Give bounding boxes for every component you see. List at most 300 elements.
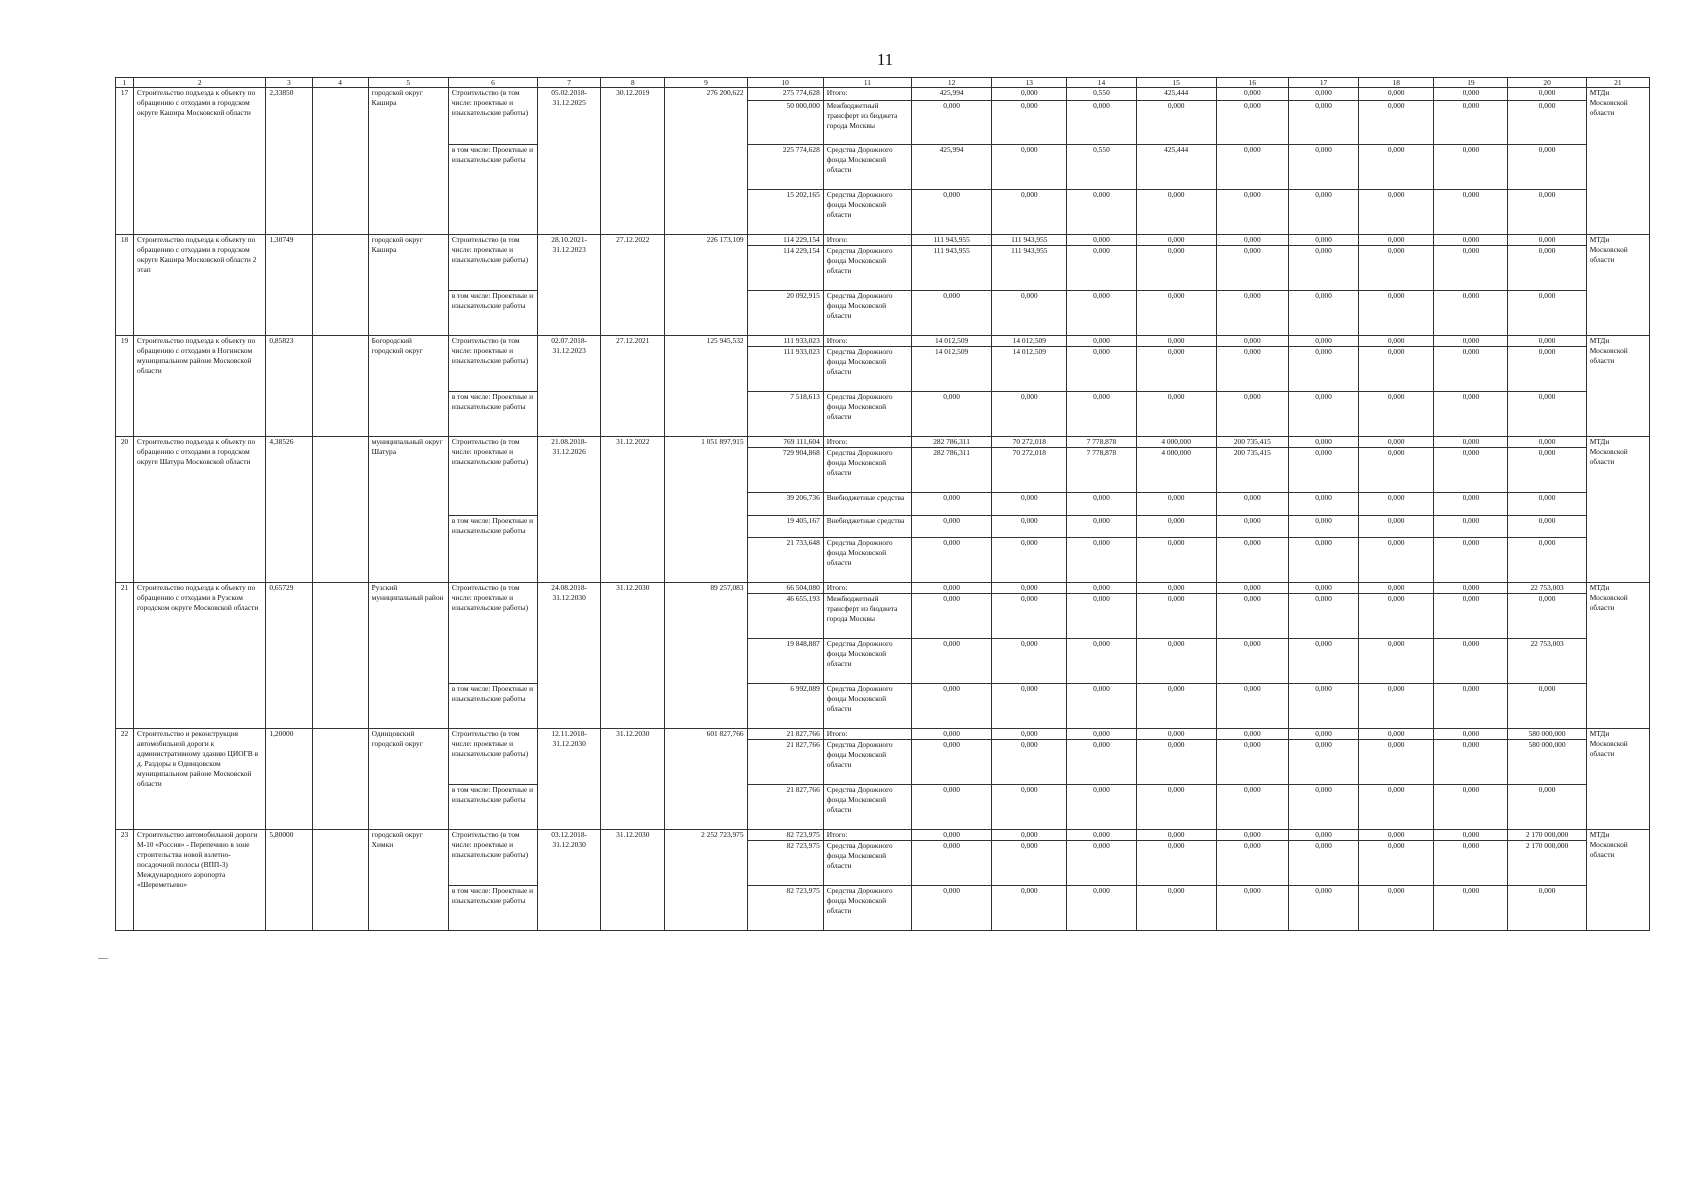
- year-value-19: 0,000: [1434, 190, 1508, 235]
- year-value-19: 0,000: [1434, 740, 1508, 785]
- year-value-16: 0,000: [1216, 246, 1288, 291]
- column-4-value: [312, 583, 368, 729]
- year-value-12: 0,000: [911, 639, 991, 684]
- table-row: [116, 235, 1650, 246]
- length-value: 2,33850: [266, 88, 312, 235]
- table-row: [116, 88, 1650, 101]
- year-value-17: 0,000: [1288, 785, 1358, 830]
- year-value-16: 0,000: [1216, 190, 1288, 235]
- completion-date: 31.12.2030: [601, 729, 665, 830]
- year-value-17: 0,000: [1288, 101, 1358, 145]
- total-cost: 125 945,532: [665, 336, 747, 437]
- year-value-18: 0,000: [1359, 347, 1434, 392]
- year-value-15: 0,000: [1136, 516, 1216, 538]
- row-number: 17: [116, 88, 134, 235]
- total-cost: 89 257,083: [665, 583, 747, 729]
- funding-source: Итого:: [823, 336, 911, 347]
- year-value-20: 0,000: [1508, 684, 1586, 729]
- year-value-16: 0,000: [1216, 347, 1288, 392]
- territory-name: Богородский городской округ: [368, 336, 448, 437]
- year-value-17: 0,000: [1288, 145, 1358, 190]
- completion-date: 30.12.2019: [601, 88, 665, 235]
- year-value-18: 0,000: [1359, 437, 1434, 448]
- column-number-1: 1: [116, 78, 134, 88]
- work-period: 05.02.2018- 31.12.2025: [538, 88, 601, 235]
- year-value-18: 0,000: [1359, 886, 1434, 931]
- project-name: Строительство подъезда к объекту по обращению с отходами в городском округе Кашира Московской области: [134, 88, 266, 235]
- funding-source: Средства Дорожного фонда Московской области: [823, 785, 911, 830]
- year-value-20: 2 170 000,000: [1508, 841, 1586, 886]
- column-number-5: 5: [368, 78, 448, 88]
- year-value-13: 111 943,955: [992, 235, 1067, 246]
- year-value-12: 0,000: [911, 101, 991, 145]
- funding-source: Средства Дорожного фонда Московской области: [823, 538, 911, 583]
- column-number-2: 2: [134, 78, 266, 88]
- work-subtype: в том числе: Проектные и изыскательские работы: [448, 291, 537, 336]
- column-number-15: 15: [1136, 78, 1216, 88]
- funding-source: Средства Дорожного фонда Московской области: [823, 190, 911, 235]
- year-value-18: 0,000: [1359, 392, 1434, 437]
- length-value: 4,38526: [266, 437, 312, 583]
- territory-name: Одинцовский городской округ: [368, 729, 448, 830]
- year-value-17: 0,000: [1288, 493, 1358, 516]
- year-value-14: 0,000: [1067, 830, 1136, 841]
- year-value-20: 0,000: [1508, 594, 1586, 639]
- year-value-13: 0,000: [992, 88, 1067, 101]
- year-value-16: 0,000: [1216, 538, 1288, 583]
- year-value-18: 0,000: [1359, 594, 1434, 639]
- year-value-13: 0,000: [992, 392, 1067, 437]
- year-value-20: 0,000: [1508, 886, 1586, 931]
- work-type: Строительство (в том числе: проектные и изыскательские работы): [448, 336, 537, 392]
- executor-name: МТДи Московской области: [1586, 830, 1649, 931]
- funding-source: Итого:: [823, 583, 911, 594]
- funding-amount: 46 655,193: [747, 594, 823, 639]
- year-value-13: 0,000: [992, 729, 1067, 740]
- project-name: Строительство подъезда к объекту по обращению с отходами в Рузском городском округе Московской области: [134, 583, 266, 729]
- funding-source: Итого:: [823, 437, 911, 448]
- work-subtype: в том числе: Проектные и изыскательские работы: [448, 516, 537, 583]
- column-4-value: [312, 88, 368, 235]
- year-value-19: 0,000: [1434, 336, 1508, 347]
- year-value-19: 0,000: [1434, 145, 1508, 190]
- year-value-12: 0,000: [911, 583, 991, 594]
- column-4-value: [312, 235, 368, 336]
- row-number: 21: [116, 583, 134, 729]
- completion-date: 27.12.2021: [601, 336, 665, 437]
- year-value-18: 0,000: [1359, 583, 1434, 594]
- year-value-15: 0,000: [1136, 101, 1216, 145]
- year-value-17: 0,000: [1288, 886, 1358, 931]
- year-value-13: 0,000: [992, 785, 1067, 830]
- year-value-17: 0,000: [1288, 729, 1358, 740]
- year-value-18: 0,000: [1359, 235, 1434, 246]
- year-value-15: 0,000: [1136, 639, 1216, 684]
- year-value-20: 0,000: [1508, 347, 1586, 392]
- table-row: [116, 437, 1650, 448]
- year-value-12: 111 943,955: [911, 246, 991, 291]
- funding-amount: 39 206,736: [747, 493, 823, 516]
- funding-source: Средства Дорожного фонда Московской области: [823, 246, 911, 291]
- year-value-20: 0,000: [1508, 235, 1586, 246]
- table-row: [116, 583, 1650, 594]
- year-value-20: 0,000: [1508, 101, 1586, 145]
- column-number-7: 7: [538, 78, 601, 88]
- year-value-19: 0,000: [1434, 729, 1508, 740]
- project-name: Строительство подъезда к объекту по обращению с отходами в городском округе Кашира Московской области 2 этап: [134, 235, 266, 336]
- page-number: 11: [876, 50, 894, 69]
- year-value-14: 0,000: [1067, 190, 1136, 235]
- funding-amount: 111 933,023: [747, 336, 823, 347]
- year-value-20: 0,000: [1508, 190, 1586, 235]
- year-value-12: 425,994: [911, 88, 991, 101]
- year-value-14: 0,000: [1067, 291, 1136, 336]
- funding-source: Средства Дорожного фонда Московской области: [823, 886, 911, 931]
- year-value-20: 0,000: [1508, 437, 1586, 448]
- year-value-13: 0,000: [992, 583, 1067, 594]
- funding-amount: 82 723,975: [747, 830, 823, 841]
- funding-source: Средства Дорожного фонда Московской области: [823, 740, 911, 785]
- funding-source: Средства Дорожного фонда Московской области: [823, 145, 911, 190]
- year-value-16: 0,000: [1216, 88, 1288, 101]
- year-value-16: 0,000: [1216, 785, 1288, 830]
- year-value-17: 0,000: [1288, 392, 1358, 437]
- year-value-15: 0,000: [1136, 830, 1216, 841]
- year-value-19: 0,000: [1434, 246, 1508, 291]
- year-value-15: 0,000: [1136, 841, 1216, 886]
- year-value-12: 0,000: [911, 841, 991, 886]
- year-value-20: 0,000: [1508, 246, 1586, 291]
- year-value-20: 0,000: [1508, 493, 1586, 516]
- year-value-16: 0,000: [1216, 841, 1288, 886]
- length-value: 0,85823: [266, 336, 312, 437]
- year-value-14: 0,000: [1067, 538, 1136, 583]
- column-4-value: [312, 830, 368, 931]
- year-value-20: 580 000,000: [1508, 740, 1586, 785]
- year-value-15: 0,000: [1136, 729, 1216, 740]
- work-period: 28.10.2021- 31.12.2023: [538, 235, 601, 336]
- year-value-12: 0,000: [911, 392, 991, 437]
- year-value-19: 0,000: [1434, 516, 1508, 538]
- year-value-13: 0,000: [992, 516, 1067, 538]
- year-value-16: 0,000: [1216, 639, 1288, 684]
- year-value-14: 0,000: [1067, 740, 1136, 785]
- year-value-16: 0,000: [1216, 291, 1288, 336]
- year-value-20: 0,000: [1508, 291, 1586, 336]
- column-4-value: [312, 437, 368, 583]
- year-value-16: 0,000: [1216, 101, 1288, 145]
- year-value-16: 0,000: [1216, 684, 1288, 729]
- work-subtype: в том числе: Проектные и изыскательские работы: [448, 684, 537, 729]
- year-value-18: 0,000: [1359, 516, 1434, 538]
- year-value-13: 0,000: [992, 684, 1067, 729]
- year-value-17: 0,000: [1288, 538, 1358, 583]
- funding-amount: 82 723,975: [747, 886, 823, 931]
- year-value-18: 0,000: [1359, 740, 1434, 785]
- year-value-16: 0,000: [1216, 583, 1288, 594]
- year-value-14: 0,000: [1067, 235, 1136, 246]
- funding-amount: 6 992,089: [747, 684, 823, 729]
- row-number: 23: [116, 830, 134, 931]
- funding-source: Итого:: [823, 88, 911, 101]
- year-value-17: 0,000: [1288, 291, 1358, 336]
- length-value: 5,80000: [266, 830, 312, 931]
- year-value-17: 0,000: [1288, 830, 1358, 841]
- work-subtype: в том числе: Проектные и изыскательские работы: [448, 392, 537, 437]
- year-value-13: 0,000: [992, 291, 1067, 336]
- completion-date: 31.12.2030: [601, 583, 665, 729]
- funding-amount: 21 827,766: [747, 740, 823, 785]
- year-value-20: 0,000: [1508, 145, 1586, 190]
- year-value-12: 0,000: [911, 538, 991, 583]
- year-value-12: 0,000: [911, 493, 991, 516]
- year-value-15: 0,000: [1136, 538, 1216, 583]
- year-value-15: 0,000: [1136, 594, 1216, 639]
- funding-amount: 21 733,648: [747, 538, 823, 583]
- year-value-17: 0,000: [1288, 740, 1358, 785]
- year-value-13: 111 943,955: [992, 246, 1067, 291]
- funding-amount: 21 827,766: [747, 729, 823, 740]
- year-value-12: 111 943,955: [911, 235, 991, 246]
- year-value-16: 0,000: [1216, 493, 1288, 516]
- year-value-15: 0,000: [1136, 347, 1216, 392]
- year-value-20: 2 170 000,000: [1508, 830, 1586, 841]
- margin-mark: [98, 958, 108, 959]
- column-number-19: 19: [1434, 78, 1508, 88]
- column-number-11: 11: [823, 78, 911, 88]
- year-value-12: 0,000: [911, 740, 991, 785]
- work-type: Строительство (в том числе: проектные и изыскательские работы): [448, 235, 537, 291]
- year-value-17: 0,000: [1288, 841, 1358, 886]
- column-4-value: [312, 336, 368, 437]
- work-subtype: в том числе: Проектные и изыскательские работы: [448, 886, 537, 931]
- year-value-14: 0,000: [1067, 583, 1136, 594]
- year-value-18: 0,000: [1359, 101, 1434, 145]
- year-value-13: 0,000: [992, 639, 1067, 684]
- year-value-17: 0,000: [1288, 594, 1358, 639]
- year-value-18: 0,000: [1359, 145, 1434, 190]
- funding-source: Средства Дорожного фонда Московской области: [823, 684, 911, 729]
- year-value-12: 0,000: [911, 516, 991, 538]
- column-number-9: 9: [665, 78, 747, 88]
- year-value-20: 0,000: [1508, 448, 1586, 493]
- year-value-20: 0,000: [1508, 336, 1586, 347]
- year-value-16: 0,000: [1216, 392, 1288, 437]
- year-value-13: 70 272,018: [992, 437, 1067, 448]
- year-value-20: 0,000: [1508, 785, 1586, 830]
- year-value-12: 0,000: [911, 785, 991, 830]
- table-row: [116, 729, 1650, 740]
- year-value-15: 0,000: [1136, 336, 1216, 347]
- executor-name: МТДи Московской области: [1586, 88, 1649, 235]
- funding-source: Итого:: [823, 235, 911, 246]
- year-value-19: 0,000: [1434, 235, 1508, 246]
- year-value-15: 0,000: [1136, 740, 1216, 785]
- year-value-20: 22 753,003: [1508, 583, 1586, 594]
- funding-amount: 50 000,000: [747, 101, 823, 145]
- executor-name: МТДи Московской области: [1586, 437, 1649, 583]
- total-cost: 1 051 897,915: [665, 437, 747, 583]
- year-value-18: 0,000: [1359, 639, 1434, 684]
- year-value-19: 0,000: [1434, 538, 1508, 583]
- work-period: 03.12.2018- 31.12.2030: [538, 830, 601, 931]
- funding-source: Средства Дорожного фонда Московской области: [823, 347, 911, 392]
- year-value-12: 0,000: [911, 190, 991, 235]
- year-value-20: 0,000: [1508, 516, 1586, 538]
- year-value-17: 0,000: [1288, 235, 1358, 246]
- funding-source: Средства Дорожного фонда Московской области: [823, 639, 911, 684]
- year-value-19: 0,000: [1434, 437, 1508, 448]
- year-value-13: 0,000: [992, 538, 1067, 583]
- year-value-19: 0,000: [1434, 785, 1508, 830]
- year-value-19: 0,000: [1434, 392, 1508, 437]
- year-value-13: 0,000: [992, 493, 1067, 516]
- work-subtype: в том числе: Проектные и изыскательские работы: [448, 785, 537, 830]
- funding-source: Средства Дорожного фонда Московской области: [823, 841, 911, 886]
- year-value-19: 0,000: [1434, 639, 1508, 684]
- year-value-16: 200 735,415: [1216, 448, 1288, 493]
- year-value-14: 0,000: [1067, 729, 1136, 740]
- year-value-13: 0,000: [992, 830, 1067, 841]
- year-value-16: 0,000: [1216, 336, 1288, 347]
- total-cost: 2 252 723,975: [665, 830, 747, 931]
- column-number-12: 12: [911, 78, 991, 88]
- column-number-row: [116, 78, 1650, 88]
- year-value-18: 0,000: [1359, 493, 1434, 516]
- year-value-16: 0,000: [1216, 235, 1288, 246]
- work-period: 21.08.2018- 31.12.2026: [538, 437, 601, 583]
- year-value-12: 14 012,509: [911, 347, 991, 392]
- territory-name: городской округ Кашира: [368, 88, 448, 235]
- funding-amount: 114 229,154: [747, 246, 823, 291]
- funding-amount: 769 111,604: [747, 437, 823, 448]
- executor-name: МТДи Московской области: [1586, 336, 1649, 437]
- executor-name: МТДи Московской области: [1586, 583, 1649, 729]
- year-value-19: 0,000: [1434, 886, 1508, 931]
- funding-amount: 15 202,165: [747, 190, 823, 235]
- column-number-8: 8: [601, 78, 665, 88]
- year-value-19: 0,000: [1434, 684, 1508, 729]
- year-value-16: 0,000: [1216, 729, 1288, 740]
- table-row: [116, 830, 1650, 841]
- column-number-16: 16: [1216, 78, 1288, 88]
- year-value-15: 0,000: [1136, 235, 1216, 246]
- column-number-20: 20: [1508, 78, 1586, 88]
- year-value-13: 0,000: [992, 841, 1067, 886]
- column-number-17: 17: [1288, 78, 1358, 88]
- year-value-19: 0,000: [1434, 88, 1508, 101]
- year-value-20: 580 000,000: [1508, 729, 1586, 740]
- year-value-15: 0,000: [1136, 493, 1216, 516]
- row-number: 18: [116, 235, 134, 336]
- work-period: 24.08.2018- 31.12.2030: [538, 583, 601, 729]
- funding-source: Средства Дорожного фонда Московской области: [823, 392, 911, 437]
- funding-source: Внебюджетные средства: [823, 493, 911, 516]
- table-row: [116, 336, 1650, 347]
- year-value-19: 0,000: [1434, 493, 1508, 516]
- column-number-3: 3: [266, 78, 312, 88]
- year-value-15: 0,000: [1136, 392, 1216, 437]
- year-value-13: 70 272,018: [992, 448, 1067, 493]
- completion-date: 27.12.2022: [601, 235, 665, 336]
- year-value-12: 282 786,311: [911, 448, 991, 493]
- work-type: Строительство (в том числе: проектные и изыскательские работы): [448, 437, 537, 516]
- row-number: 22: [116, 729, 134, 830]
- table-body: [116, 78, 1650, 931]
- year-value-12: 0,000: [911, 684, 991, 729]
- year-value-18: 0,000: [1359, 785, 1434, 830]
- year-value-14: 0,000: [1067, 594, 1136, 639]
- completion-date: 31.12.2022: [601, 437, 665, 583]
- funding-amount: 729 904,868: [747, 448, 823, 493]
- column-number-10: 10: [747, 78, 823, 88]
- year-value-15: 0,000: [1136, 886, 1216, 931]
- year-value-14: 0,000: [1067, 886, 1136, 931]
- work-type: Строительство (в том числе: проектные и изыскательские работы): [448, 830, 537, 886]
- column-number-13: 13: [992, 78, 1067, 88]
- year-value-17: 0,000: [1288, 516, 1358, 538]
- funding-amount: 66 504,080: [747, 583, 823, 594]
- total-cost: 226 173,109: [665, 235, 747, 336]
- length-value: 0,65729: [266, 583, 312, 729]
- territory-name: городской округ Кашира: [368, 235, 448, 336]
- project-name: Строительство подъезда к объекту по обращению с отходами в городском округе Шатура Московской области: [134, 437, 266, 583]
- year-value-17: 0,000: [1288, 190, 1358, 235]
- year-value-15: 0,000: [1136, 785, 1216, 830]
- column-4-value: [312, 729, 368, 830]
- year-value-18: 0,000: [1359, 729, 1434, 740]
- year-value-13: 0,000: [992, 101, 1067, 145]
- funding-amount: 7 518,613: [747, 392, 823, 437]
- year-value-14: 0,000: [1067, 347, 1136, 392]
- year-value-18: 0,000: [1359, 841, 1434, 886]
- year-value-19: 0,000: [1434, 347, 1508, 392]
- column-number-21: 21: [1586, 78, 1649, 88]
- year-value-14: 7 778,878: [1067, 437, 1136, 448]
- work-period: 02.07.2018- 31.12.2023: [538, 336, 601, 437]
- year-value-14: 0,000: [1067, 841, 1136, 886]
- year-value-17: 0,000: [1288, 437, 1358, 448]
- year-value-17: 0,000: [1288, 347, 1358, 392]
- year-value-13: 0,000: [992, 886, 1067, 931]
- year-value-19: 0,000: [1434, 830, 1508, 841]
- funding-source: Средства Дорожного фонда Московской области: [823, 291, 911, 336]
- row-number: 19: [116, 336, 134, 437]
- funding-table: [115, 77, 1650, 931]
- year-value-14: 7 778,878: [1067, 448, 1136, 493]
- year-value-16: 0,000: [1216, 516, 1288, 538]
- executor-name: МТДи Московской области: [1586, 235, 1649, 336]
- funding-amount: 114 229,154: [747, 235, 823, 246]
- year-value-15: 4 000,000: [1136, 437, 1216, 448]
- year-value-14: 0,000: [1067, 246, 1136, 291]
- funding-amount: 20 092,915: [747, 291, 823, 336]
- territory-name: Рузский муниципальный район: [368, 583, 448, 729]
- year-value-12: 0,000: [911, 594, 991, 639]
- year-value-14: 0,000: [1067, 516, 1136, 538]
- funding-amount: 82 723,975: [747, 841, 823, 886]
- year-value-17: 0,000: [1288, 336, 1358, 347]
- funding-source: Внебюджетные средства: [823, 516, 911, 538]
- row-number: 20: [116, 437, 134, 583]
- territory-name: муниципальный округ Шатура: [368, 437, 448, 583]
- year-value-15: 0,000: [1136, 583, 1216, 594]
- funding-amount: 21 827,766: [747, 785, 823, 830]
- year-value-16: 0,000: [1216, 830, 1288, 841]
- year-value-17: 0,000: [1288, 684, 1358, 729]
- year-value-14: 0,550: [1067, 88, 1136, 101]
- year-value-13: 0,000: [992, 594, 1067, 639]
